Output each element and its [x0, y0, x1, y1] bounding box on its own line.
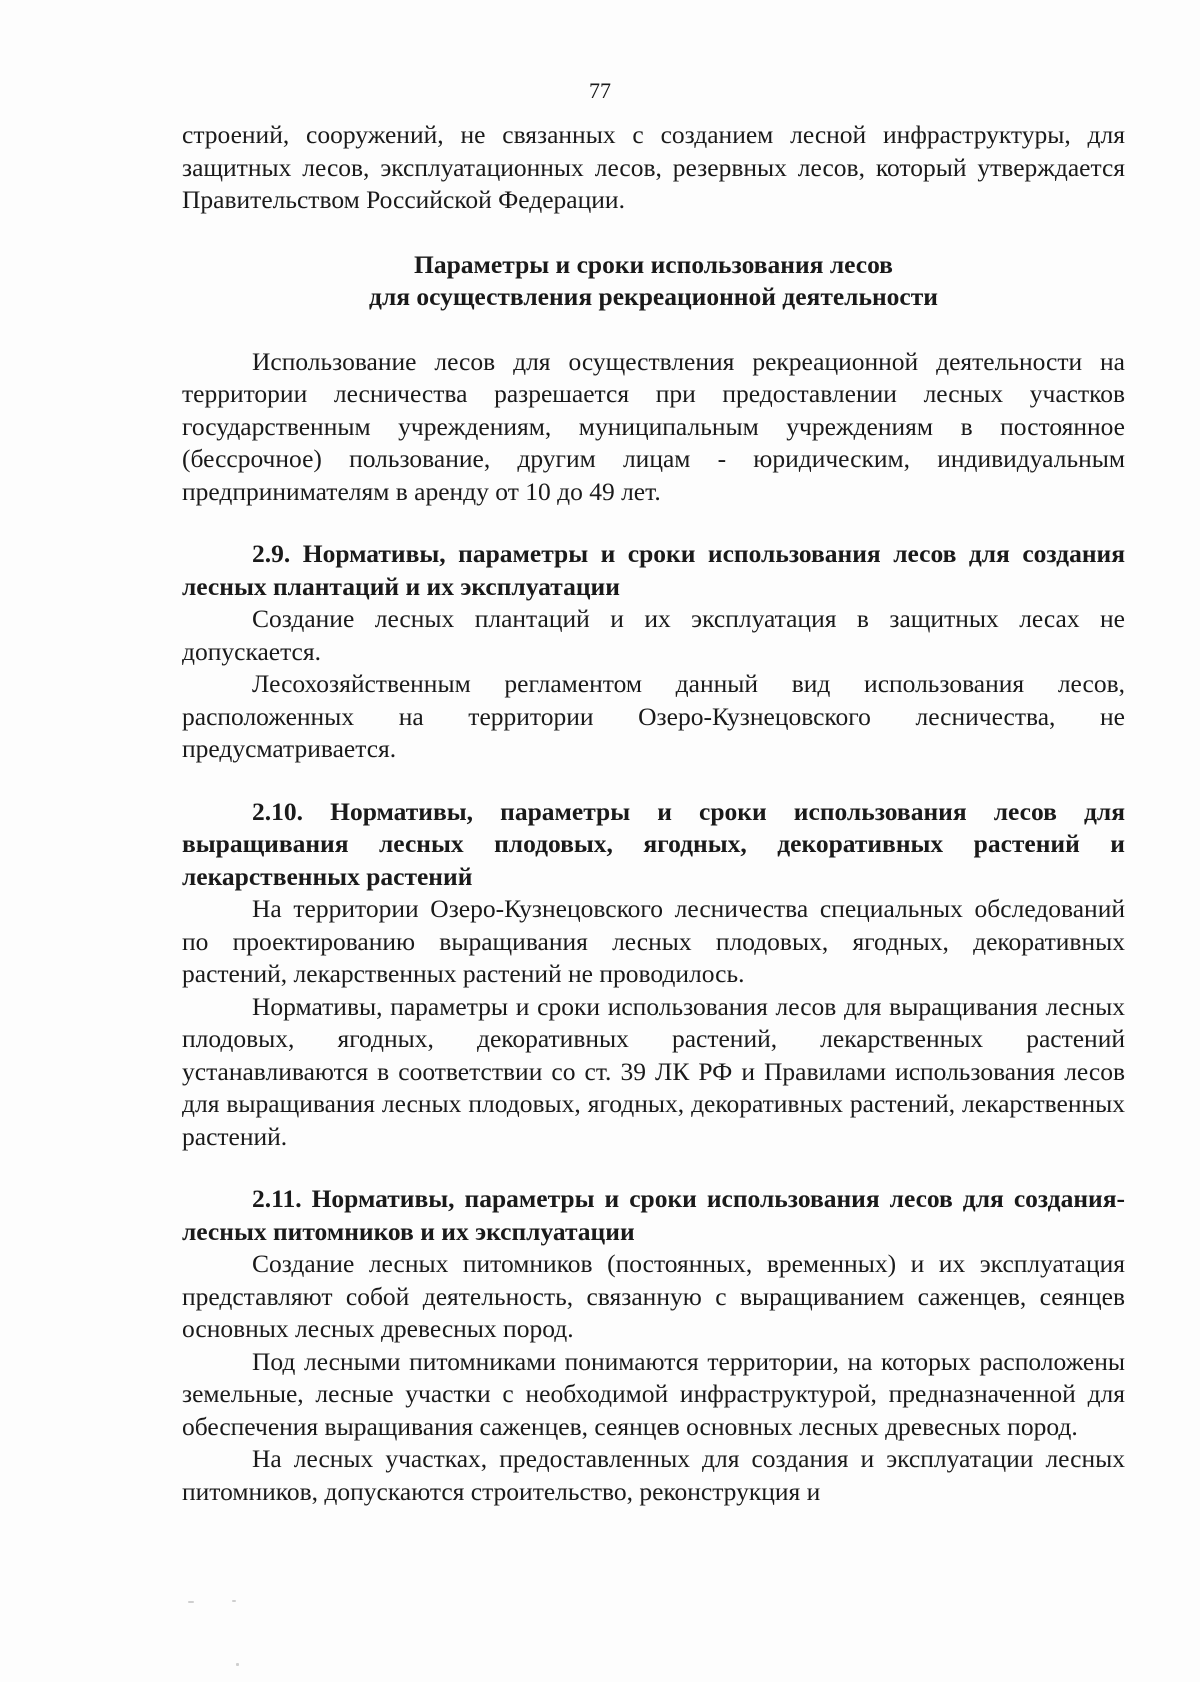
section-heading-2-10: 2.10. Нормативы, параметры и сроки использования лесов для выращивания лесных плодовых, ягодных, декоративных растений и лекарственных растений [182, 796, 1125, 891]
paragraph-nurseries-definition: Создание лесных питомников (постоянных, временных) и их эксплуатация представляют собой деятельность, связанную с выращиванием саженцев, сеянцев основных лесных древесных пород. [182, 1249, 1125, 1343]
spacer [182, 766, 1125, 796]
document-body [182, 119, 1125, 1508]
spacer [182, 508, 1125, 538]
paragraph-continuation: строений, сооружений, не связанных с созданием лесной инфраструктуры, для защитных лесов, эксплуатационных лесов, резервных лесов, который утверждается Правительством Российской Федерации. [182, 120, 1125, 214]
spacer [182, 217, 1125, 249]
scan-artifact [188, 1601, 194, 1603]
recreation-heading [182, 249, 1125, 314]
section-heading-2-9: 2.9. Нормативы, параметры и сроки использования лесов для создания лесных плантаций и их эксплуатации [182, 539, 1125, 601]
scan-artifact [236, 1663, 239, 1666]
paragraph-recreation-use: Использование лесов для осуществления рекреационной деятельности на территории лесничества разрешается при предоставлении лесных участков государственным учреждениям, муниципальным учреждениям в постоянное (бессрочное) пользование, другим лицам - юридическим, индивидуальным предпринимателям в аренду от 10 до 49 лет. [182, 346, 1125, 506]
paragraph-surveys-not-conducted: На территории Озеро-Кузнецовского лесничества специальных обследований по проектированию выращивания лесных плодовых, ягодных, декоративных растений, лекарственных растений не проводилось. [182, 894, 1125, 988]
scan-artifact [232, 1600, 236, 1602]
spacer [182, 314, 1125, 346]
page-number: 77 [589, 78, 611, 103]
recreation-heading-line-1: Параметры и сроки использования лесов [414, 249, 893, 279]
paragraph-nurseries-construction: На лесных участках, предоставленных для создания и эксплуатации лесных питомников, допускаются строительство, реконструкция и [182, 1444, 1125, 1506]
paragraph-plantations-regulation: Лесохозяйственным регламентом данный вид использования лесов, расположенных на территории Озеро-Кузнецовского лесничества, не предусматривается. [182, 669, 1125, 763]
recreation-heading-line-2: для осуществления рекреационной деятельности [369, 282, 938, 311]
section-heading-2-11: 2.11. Нормативы, параметры и сроки использования лесов для создания-лесных питомников и их эксплуатации [182, 1184, 1125, 1246]
paragraph-norms-established: Нормативы, параметры и сроки использования лесов для выращивания лесных плодовых, ягодных, декоративных растений, лекарственных растений устанавливаются в соответствии со ст. 39 ЛК РФ и Правилами использования лесов для выращивания лесных плодовых, ягодных, декоративных растений, лекарственных растений. [182, 991, 1125, 1151]
paragraph-plantations-not-allowed: Создание лесных плантаций и их эксплуатация в защитных лесах не допускается. [182, 604, 1125, 666]
paragraph-nurseries-territories: Под лесными питомниками понимаются территории, на которых расположены земельные, лесные участки с необходимой инфраструктурой, предназначенной для обеспечения выращивания саженцев, сеянцев основных лесных древесных пород. [182, 1346, 1125, 1441]
spacer [182, 1153, 1125, 1183]
